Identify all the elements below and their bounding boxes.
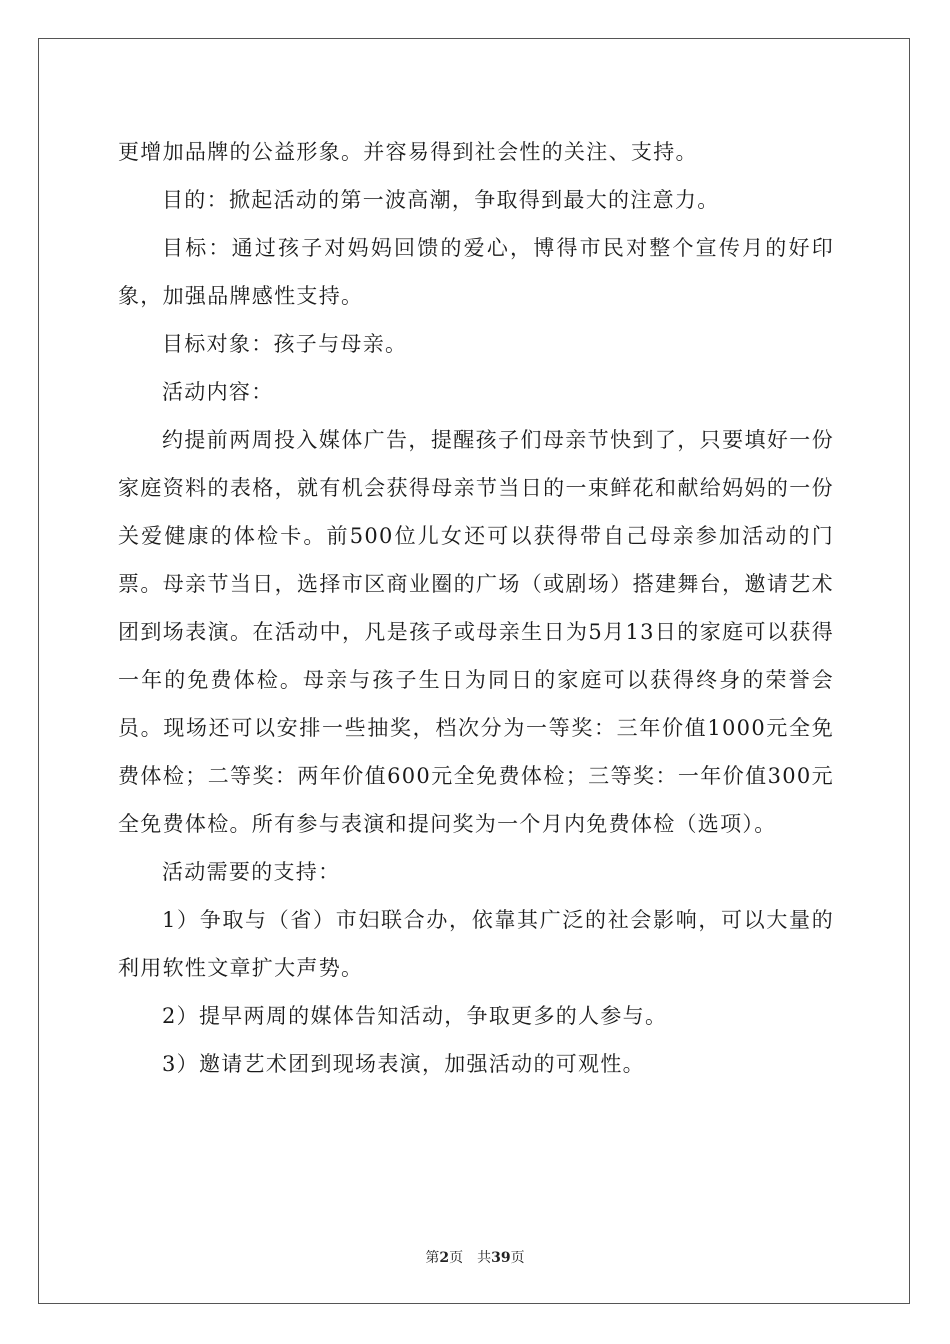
page-suffix: 页	[449, 1250, 464, 1266]
paragraph-9: 2）提早两周的媒体告知活动，争取更多的人参与。	[162, 1004, 668, 1028]
paragraph-3: 目标：通过孩子对妈妈回馈的爱心，博得市民对整个宣传月的好印象，加强品牌感性支持。	[118, 236, 834, 308]
paragraph-5: 活动内容：	[162, 380, 274, 404]
page-footer	[0, 1247, 950, 1267]
total-suffix: 页	[510, 1250, 525, 1266]
page-prefix: 第	[425, 1250, 440, 1266]
paragraph-8: 1）争取与（省）市妇联合办，依靠其广泛的社会影响，可以大量的利用软性文章扩大声势。	[118, 908, 834, 980]
total-pages: 39	[491, 1250, 511, 1266]
paragraph-1: 更增加品牌的公益形象。并容易得到社会性的关注、支持。	[118, 140, 698, 164]
document-body	[118, 128, 834, 1088]
page-number: 2	[439, 1250, 450, 1266]
paragraph-7: 活动需要的支持：	[162, 860, 341, 884]
paragraph-6: 约提前两周投入媒体广告，提醒孩子们母亲节快到了，只要填好一份家庭资料的表格，就有机会获得母亲节当日的一束鲜花和献给妈妈的一份关爱健康的体检卡。前500位儿女还可以获得带自己母亲参加活动的门票。母亲节当日，选择市区商业圈的广场（或剧场）搭建舞台，邀请艺术团到场表演。在活动中，凡是孩子或母亲生日为5月13日的家庭可以获得一年的免费体检。母亲与孩子生日为同日的家庭可以获得终身的荣誉会员。现场还可以安排一些抽奖，档次分为一等奖：三年价值1000元全免费体检；二等奖：两年价值600元全免费体检；三等奖：一年价值300元全免费体检。所有参与表演和提问奖为一个月内免费体检（选项）。	[118, 428, 834, 836]
total-prefix: 共	[477, 1250, 492, 1266]
paragraph-10: 3）邀请艺术团到现场表演，加强活动的可观性。	[162, 1052, 645, 1076]
paragraph-2: 目的：掀起活动的第一波高潮，争取得到最大的注意力。	[162, 188, 720, 212]
paragraph-4: 目标对象：孩子与母亲。	[162, 332, 408, 356]
